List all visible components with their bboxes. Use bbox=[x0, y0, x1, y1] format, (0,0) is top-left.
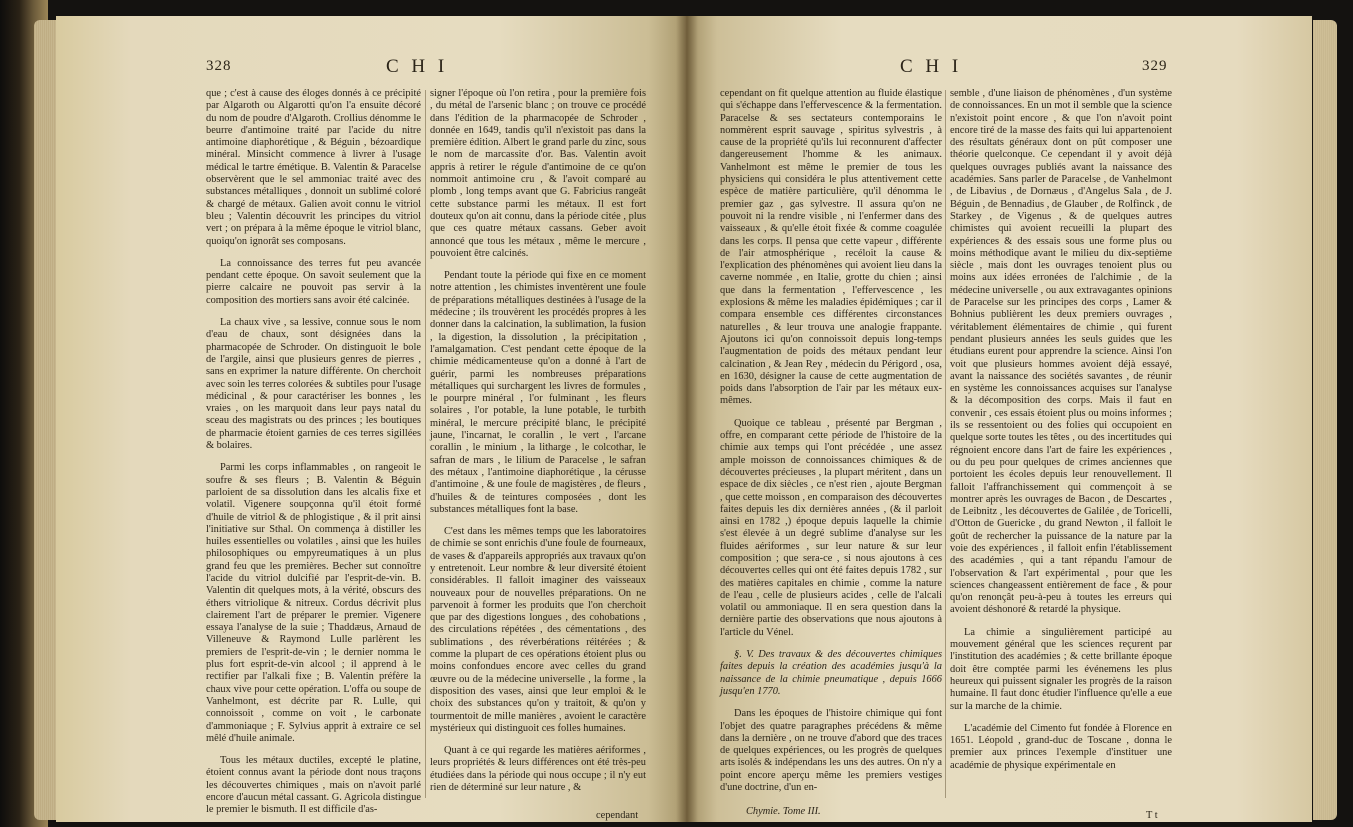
paragraph: C'est dans les mêmes temps que les laboratoires de chimie se sont enrichis d'une foule de fourneaux, de vases & d'appareils appropriés aux travaux qu'on y entretenoit. Leur nombre & leur diversité étoient considérables. Il falloit imaginer des vaisseaux nouveaux pour de nouvelles préparations. On ne parvenoit à former les produits que l'on cherchoit que par des digestions longues , des cohobations , des circulations répétées , des cémentations , des sublimations , des réverbérations réitérées ; & comme la plupart de ces opérations étoient plus ou moins confondues encore avec celles du grand œuvre ou de la médecine universelle , la forme , la disposition des vases, ainsi que leur emploi & le choix des substances qu'on y traitoit, & qu'on y tourmentoit de mille manières , avoient le caractère mystérieux qui distinguoit ces folles humaines. bbox=[430, 526, 646, 734]
right-page bbox=[686, 16, 1312, 822]
right-column-1 bbox=[720, 88, 942, 804]
left-column-1 bbox=[206, 88, 421, 816]
book-gutter bbox=[676, 16, 698, 822]
column-divider bbox=[425, 90, 426, 798]
right-column-2 bbox=[950, 88, 1172, 804]
paragraph: Pendant toute la période qui fixe en ce moment notre attention , les chimistes inventèrent une foule de préparations métalliques destinées à l'usage de la médecine ; ils trouvèrent les procédés propres à les donner dans la calcination, la sublimation, la fusion , la digestion, la dissolution , la précipitation , l'amalgamation. C'est pendant cette époque de la chimie médicamenteuse qu'on a donné à l'art de guérir, parmi les nombreuses préparations métalliques qui surchargent les livres de formules , le pourpre minéral , l'or fulminant , les fleurs solaires , l'or potable, la lune potable, le turbith minéral, le mercure précipité blanc, le précipité jaune, l'incarnat, le corallin , le vert , l'arcane corallin , le minium , la litharge , le colcothar, le safran de mars , le lilium de Paracelse , le safran des métaux , l'antimoine diaphorétique , la cérusse d'antimoine , & une foule de magistères , de fleurs , d'huiles & de teintures composées , dont les substances métalliques font la base. bbox=[430, 270, 646, 515]
paragraph: Quant à ce qui regarde les matières aériformes , leurs propriétés & leurs différences ont été très-peu étudiées dans la période qui nous occupe ; il n'y eut rien de déterminé sur leur nature , & bbox=[430, 745, 646, 794]
section-heading: §. V. Des travaux & des découvertes chimiques faites depuis la création des académies jusqu'à la naissance de la chimie pneumatique , depuis 1666 jusqu'en 1770. bbox=[720, 649, 942, 697]
signature-mark: Chymie. Tome III. bbox=[746, 806, 821, 817]
column-divider bbox=[945, 90, 946, 798]
page-number: 329 bbox=[1142, 58, 1168, 74]
paragraph: Quoique ce tableau , présenté par Bergman , offre, en comparant cette période de l'histoire de la chimie aux temps qui l'ont précédée , une assez ample moisson de connoissances chimiques & de découvertes précieuses , la plupart méritent , dans un espace de dix siècles , ce n'est rien , ajoute Bergman , que cette moisson , en comparaison des découvertes faites depuis les dix dernières années , (& il parloit ainsi en 1782 ,) époque depuis laquelle la chimie s'est élevée à un degré sublime d'analyse sur les fluides aériformes , sur leur nature & sur leur composition ; que sera-ce , si nous ajoutons à ces découvertes celles qui ont été faites depuis 1782 , sur des matières capitales en chimie , comme la nature de l'eau , celle de plusieurs acides , celle de l'alcali volatil ou ammoniaque. Il en sera question dans la dernière partie des observations que nous ajoutons à l'article du Vénel. bbox=[720, 417, 942, 638]
left-page bbox=[56, 16, 686, 822]
paragraph: La chimie a singulièrement participé au mouvement général que les sciences reçurent par l'institution des académies ; & cette brillante époque doit être comptée parmi les événemens les plus heureux qui puissent signaler les progrès de la raison humaine. Il faut donc étudier l'influence qu'elle a eue sur la marche de la chimie. bbox=[950, 626, 1172, 712]
paragraph: cependant on fit quelque attention au fluide élastique qui s'échappe dans l'effervescence & la fermentation. Paracelse & ses sectateurs contemporains le nommèrent esprit sauvage , spiritus sylvestris , à cause de la propriété qu'ils lui reconnurent d'affecter dangereusement l'homme & les animaux. Vanhelmont est même le premier de tous les physiciens qui considéra le plus attentivement cette espèce de matière particulière, qu'il dénomma le premier gaz , gas sylvestre. Il assura qu'on ne pouvoit ni la rendre visible , ni l'enfermer dans des vaisseaux , & qu'elle étoit fixée & comme coagulée dans les corps. Il pensa que cette vapeur , différente de l'air atmosphérique , recéloit la cause & l'explication des phénomènes qui avoient lieu dans la caverne nommée , en Italie, grotte du chien ; ainsi que dans la fermentation , l'effervescence , les explosions & même les maladies épidémiques ; car il compara ensemble ces différentes circonstances naturelles , & leur trouva une analogie frappante. Ajoutons ici qu'on connoissoit depuis long-temps l'augmentation de poids des métaux pendant leur calcination , & Jean Rey , médecin du Périgord , osa, en 1630, désigner la cause de cette augmentation de poids dans l'absorption de l'air par les métaux eux-mêmes. bbox=[720, 88, 942, 407]
catchword: cependant bbox=[596, 810, 639, 821]
paragraph: L'académie del Cimento fut fondée à Florence en 1651. Léopold , grand-duc de Toscane , donna le premier aux princes l'exemple d'instituer une académie de physique expérimentale en bbox=[950, 722, 1172, 771]
paragraph: Parmi les corps inflammables , on rangeoit le soufre & ses fleurs ; B. Valentin & Béguin parloient de sa dissolution dans les alcalis fixe et volatil. Vigenere soupçonna qu'il étoit formé d'huile de vitriol & de phlogistique , & il prit ainsi l'initiative sur Sthal. On commença à distiller les huiles essentielles ou volatiles , ainsi que les huiles philosophiques ou empyreumatiques à un plus grand feu que les premières. Becher sut connoître l'acide du vitriol dulcifié par l'esprit-de-vin. B. Valentin dit quelques mots, à la vérité, obscurs des éthers vitriolique & nitreux. Cordus décrivit plus clairement l'art de préparer le premier. Vigenere essaya l'analyse de la suie ; Thaddæus, Arnaud de Villeneuve & Raymond Lulle parlèrent les premiers de l'esprit-de-vin ; le dernier nomma le plus fort esprit-de-vin alcool ; il apprend à le rectifier par l'alkali fixe ; B. Valentin préfère la chaux vive pour cette opération. L'offa ou soupe de Vanhelmont, est décrite par R. Lulle, qui connoissoit , comme on voit , le carbonate d'ammoniaque ; F. Sylvius apprit à extraire ce sel mêlé d'huile animale. bbox=[206, 462, 421, 744]
left-header bbox=[56, 56, 686, 82]
running-head: C H I bbox=[900, 56, 963, 77]
paragraph: La chaux vive , sa lessive, connue sous le nom d'eau de chaux, sont désignées dans la pharmacopée de Schroder. On distinguoit le bole de l'argile, ainsi que plusieurs genres de pierres , sans en exprimer la nature différente. On cherchoit avec soin les terres colorées & subtiles pour l'usage médicinal , & pour caractériser les bonnes , les vraies , on les marquoit dans leur pays natal du sceau des magistrats ou des princes ; les boutiques de pharmacie étoient garnies de ces terres sigillées & bolaires. bbox=[206, 317, 421, 452]
left-column-2 bbox=[430, 88, 646, 804]
paragraph: La connoissance des terres fut peu avancée pendant cette époque. On savoit seulement que la pierre calcaire ne pouvoit pas servir à la composition des mortiers sans avoir été calcinée. bbox=[206, 257, 421, 306]
page-edges-right bbox=[1313, 20, 1337, 820]
page-number: 328 bbox=[206, 58, 232, 74]
running-head: C H I bbox=[386, 56, 449, 77]
paragraph: Tous les métaux ductiles, excepté le platine, étoient connus avant la période dont nous traçons les découvertes chimiques , mais on n'avoit parlé encore d'aucun métal cassant. G. Agricola distingue le premier le bismuth. Il est difficile d'as- bbox=[206, 755, 421, 816]
paragraph: que ; c'est à cause des éloges donnés à ce précipité par Algaroth ou Algarotti qu'on l'a ensuite décoré du nom de poudre d'Algaroth. Crollius dénomme le beurre d'antimoine traité par l'acide du nitre antimoine diaphorétique , & Béguin , bézoardique minéral. Minsicht commence à livrer à l'usage médical le tartre émétique. B. Valentin & Paracelse observèrent que le sel ammoniac traité avec des substances métalliques , donnoit un sublimé coloré & chargé de métaux. Galien avoit connu le vitriol bleu ; Valentin découvrit les principes du vitriol vert ; on prépara à la même époque le vitriol blanc, quoiqu'on ignorât ses composans. bbox=[206, 88, 421, 247]
catchword: T t bbox=[1146, 810, 1158, 821]
right-header bbox=[686, 56, 1312, 82]
paragraph: signer l'époque où l'on retira , pour la première fois , du métal de l'arsenic blanc ; on trouve ce procédé dans l'édition de la pharmacopée de Schroder , donnée en 1649, tandis qu'il n'existoit pas dans la première édition. Albert le grand parle du zinc, sous le nom de marcassite d'or. Bas. Valentin avoit appris à retirer le régule d'antimoine de ce qu'on nommoit antimoine cru , & l'avoit comparé au plomb , long temps avant que G. Fabricius rangeât cette substance parmi les métaux. Il est fort douteux qu'on ait connu, dans la période citée , plus que ces quatre métaux cassans. Geber avoit annoncé que tous les métaux , même le mercure , pouvoient être calcinés. bbox=[430, 88, 646, 259]
paragraph: Dans les époques de l'histoire chimique qui font l'objet des quatre paragraphes précédens & même dans la dernière , on ne trouve d'abord que des traces de quelques expériences, ou les progrès de quelques arts isolés & indépendans les uns des autres. On n'y a point encore aperçu même les premiers vestiges d'une doctrine, d'un en- bbox=[720, 708, 942, 794]
paragraph: semble , d'une liaison de phénomènes , d'un système de connoissances. En un mot il semble que la science n'existoit point encore , & que l'on n'avoit point encore tiré de la masse des faits qui lui appartenoient des résultats généraux dont on pût composer une théorie quelconque. Ce cependant il y avoit déjà quelques ouvrages publiés avant la naissance des académies. Sans parler de Paracelse , de Vanhelmont , de Libavius , de Dornæus , d'Angelus Sala , de J. Béguin , de Bennadius , de Glauber , de Rolfinck , de Starkey , de Vigenus , & de quelques autres chimistes qui avoient recueilli la plupart des expériences & des essais sous une forme plus ou moins méthodique avant le milieu du dix-septième siècle , mais dont les ouvrages tenoient plus ou moins aux idées erronées de l'alchimie , de la médecine universelle , ou aux extravagantes opinions de Paracelse sur les principes des corps , Lamer & Bohnius publièrent les deux premiers ouvrages , véritablement élémentaires de chimie , qui furent pendant plusieurs années les seuls guides que les étudians eurent pour apprendre la science. Ainsi l'on voit que plusieurs hommes avoient déjà essayé, avant la naissance des sociétés savantes , de réunir en système les connoissances acquises sur l'analyse & la décomposition des corps. Mais il faut en convenir , ces essais étoient plus ou moins informes ; ils se ressentoient ou des folies qui occupoient en quelque sorte toutes les têtes , ou des incertitudes qui régnoient encore dans l'art de faire les expériences , ou du peu pour quelques de crimes anciennes que portoient les écoles depuis leur renouvellement. Il falloit l'affranchissement qui commençoit à se montrer après les ouvrages de Bacon , de Descartes , de Leibnitz , les découvertes de Galilée , de Toricelli, d'Otton de Guericke , du grand Newton , il falloit le goût de rechercher la puissance de la nature par la voie des expériences , il falloit enfin l'établissement des académies , qui a tant répandu l'amour de l'observation & l'art expérimental , pour que les sciences changeassent entièrement de face , & pour qu'on renonçât peu-à-peu à toutes les erreurs qui avoient déshonoré & retardé la physique. bbox=[950, 88, 1172, 616]
